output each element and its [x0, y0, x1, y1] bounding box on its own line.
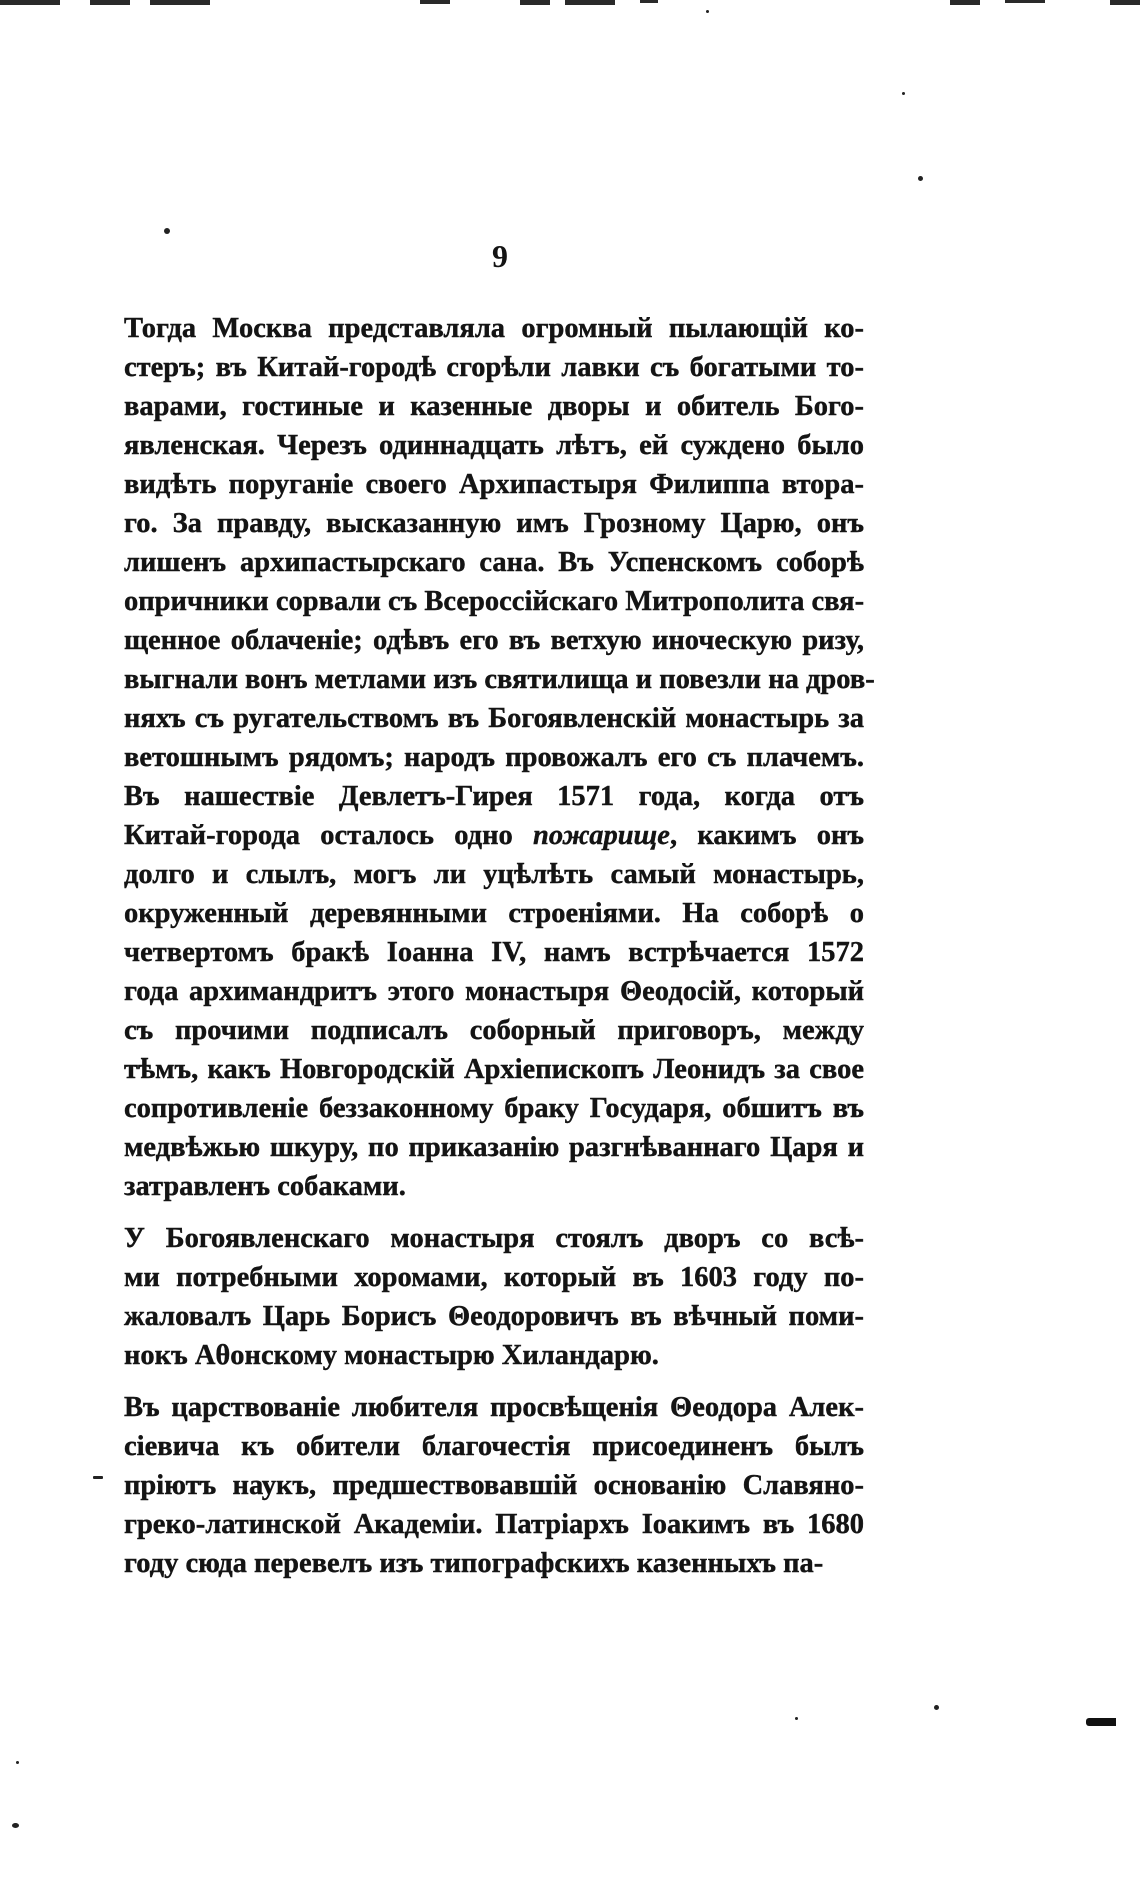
scan-speck	[706, 10, 709, 13]
text-line	[124, 1258, 864, 1297]
text-segment: долго и слылъ, могъ ли уцѣлѣть самый монастырь,	[124, 859, 864, 890]
scan-edge-mark	[1086, 1718, 1116, 1726]
text-segment: выгнали вонъ метлами изъ святилища и повезли на дров-	[124, 664, 875, 695]
text-line	[124, 660, 875, 699]
body-text	[124, 309, 875, 1583]
scan-speck	[934, 1705, 939, 1710]
scan-speck	[164, 228, 170, 234]
text-line	[124, 426, 864, 465]
text-line	[124, 855, 864, 894]
text-line	[124, 465, 864, 504]
text-line	[124, 1505, 864, 1544]
text-line	[124, 816, 864, 855]
text-segment: , какимъ онъ	[669, 820, 864, 851]
text-segment: года архимандритъ этого монастыря Θеодосій, который	[124, 976, 864, 1007]
text-line	[124, 309, 864, 348]
text-segment: жаловалъ Царь Борисъ Θеодоровичъ въ вѣчный поми-	[124, 1301, 864, 1332]
text-segment: опричники сорвали съ Всероссійскаго Митрополита свя-	[124, 586, 865, 617]
text-segment: стеръ; въ Китай-городѣ сгорѣли лавки съ богатыми то-	[124, 352, 864, 383]
text-segment: сопротивленіе беззаконному браку Государя, обшитъ въ	[124, 1093, 864, 1124]
text-line	[124, 1011, 864, 1050]
scan-speck	[16, 1761, 19, 1764]
text-segment: У Богоявленскаго монастыря стоялъ дворъ со всѣ-	[124, 1223, 864, 1254]
text-segment: пріютъ наукъ, предшествовавшій основанію Славяно-	[124, 1470, 864, 1501]
text-line	[124, 1388, 864, 1427]
text-segment: явленская. Черезъ одиннадцать лѣтъ, ей суждено было	[124, 430, 864, 461]
text-line	[124, 972, 864, 1011]
text-segment: видѣть поруганіе своего Архипастыря Филиппа втора-	[124, 469, 864, 500]
text-segment: Китай-города осталось одно	[124, 820, 534, 851]
paragraph	[124, 1219, 864, 1375]
scan-speck	[12, 1823, 19, 1828]
text-segment: варами, гостиные и казенные дворы и обитель Бого-	[124, 391, 864, 422]
text-segment: тѣмъ, какъ Новгородскій Архіепископъ Леонидъ за свое	[124, 1054, 864, 1085]
text-segment: Тогда Москва представляла огромный пылающій ко-	[124, 313, 864, 344]
scan-top-edge	[0, 0, 1140, 6]
text-segment: греко-латинской Академіи. Патріархъ Іоакимъ въ 1680	[124, 1509, 864, 1540]
text-line	[124, 1466, 864, 1505]
text-segment: лишенъ архипастырскаго сана. Въ Успенскомъ соборѣ	[124, 547, 864, 578]
text-line	[124, 621, 864, 660]
emphasized-word: пожарище	[533, 820, 670, 851]
text-segment: ветошнымъ рядомъ; народъ провожалъ его съ плачемъ.	[124, 742, 864, 773]
scan-speck	[902, 92, 905, 95]
text-segment: медвѣжью шкуру, по приказанію разгнѣваннаго Царя и	[124, 1132, 864, 1163]
text-line	[124, 933, 864, 972]
scan-speck	[795, 1717, 798, 1720]
text-segment: окруженный деревянными строеніями. На соборѣ о	[124, 898, 864, 929]
text-line	[124, 1089, 864, 1128]
text-segment: щенное облаченіе; одѣвъ его въ ветхую иноческую ризу,	[124, 625, 864, 656]
text-line	[124, 543, 864, 582]
text-segment: го. За правду, высказанную имъ Грозному Царю, онъ	[124, 508, 864, 539]
text-line	[124, 777, 864, 816]
text-line	[124, 1427, 864, 1466]
text-segment: Въ нашествіе Девлетъ-Гирея 1571 года, когда отъ	[124, 781, 864, 812]
text-line	[124, 1219, 864, 1258]
text-line	[124, 1050, 864, 1089]
text-line	[124, 504, 864, 543]
text-segment: ми потребными хоромами, который въ 1603 году по-	[124, 1262, 864, 1293]
scan-speck	[918, 176, 923, 181]
text-segment: нокъ Аθонскому монастырю Хиландарю.	[124, 1340, 659, 1371]
text-line	[124, 1544, 864, 1583]
text-segment: няхъ съ ругательствомъ въ Богоявленскій монастырь за	[124, 703, 864, 734]
paragraph	[124, 1388, 864, 1583]
text-line	[124, 1128, 864, 1167]
text-line	[124, 894, 864, 933]
text-segment: сіевича къ обители благочестія присоединенъ былъ	[124, 1431, 864, 1462]
paragraph-gap	[124, 1206, 864, 1219]
text-line	[124, 582, 864, 621]
text-line	[124, 738, 864, 777]
text-line	[124, 1297, 864, 1336]
paragraph-gap	[124, 1375, 864, 1388]
paragraph	[124, 309, 875, 1206]
scan-speck	[93, 1476, 103, 1479]
text-segment: четвертомъ бракѣ Іоанна IV, намъ встрѣчается 1572	[124, 937, 864, 968]
text-segment: Въ царствованіе любителя просвѣщенія Θеодора Алек-	[124, 1392, 864, 1423]
text-line	[124, 1336, 864, 1375]
text-segment: году сюда перевелъ изъ типографскихъ казенныхъ па-	[124, 1548, 824, 1579]
text-line	[124, 1167, 864, 1206]
text-line	[124, 387, 864, 426]
text-line	[124, 699, 864, 738]
text-segment: затравленъ собаками.	[124, 1171, 406, 1202]
page-number: 9	[492, 238, 508, 274]
text-segment: съ прочими подписалъ соборный приговоръ, между	[124, 1015, 864, 1046]
text-line	[124, 348, 864, 387]
